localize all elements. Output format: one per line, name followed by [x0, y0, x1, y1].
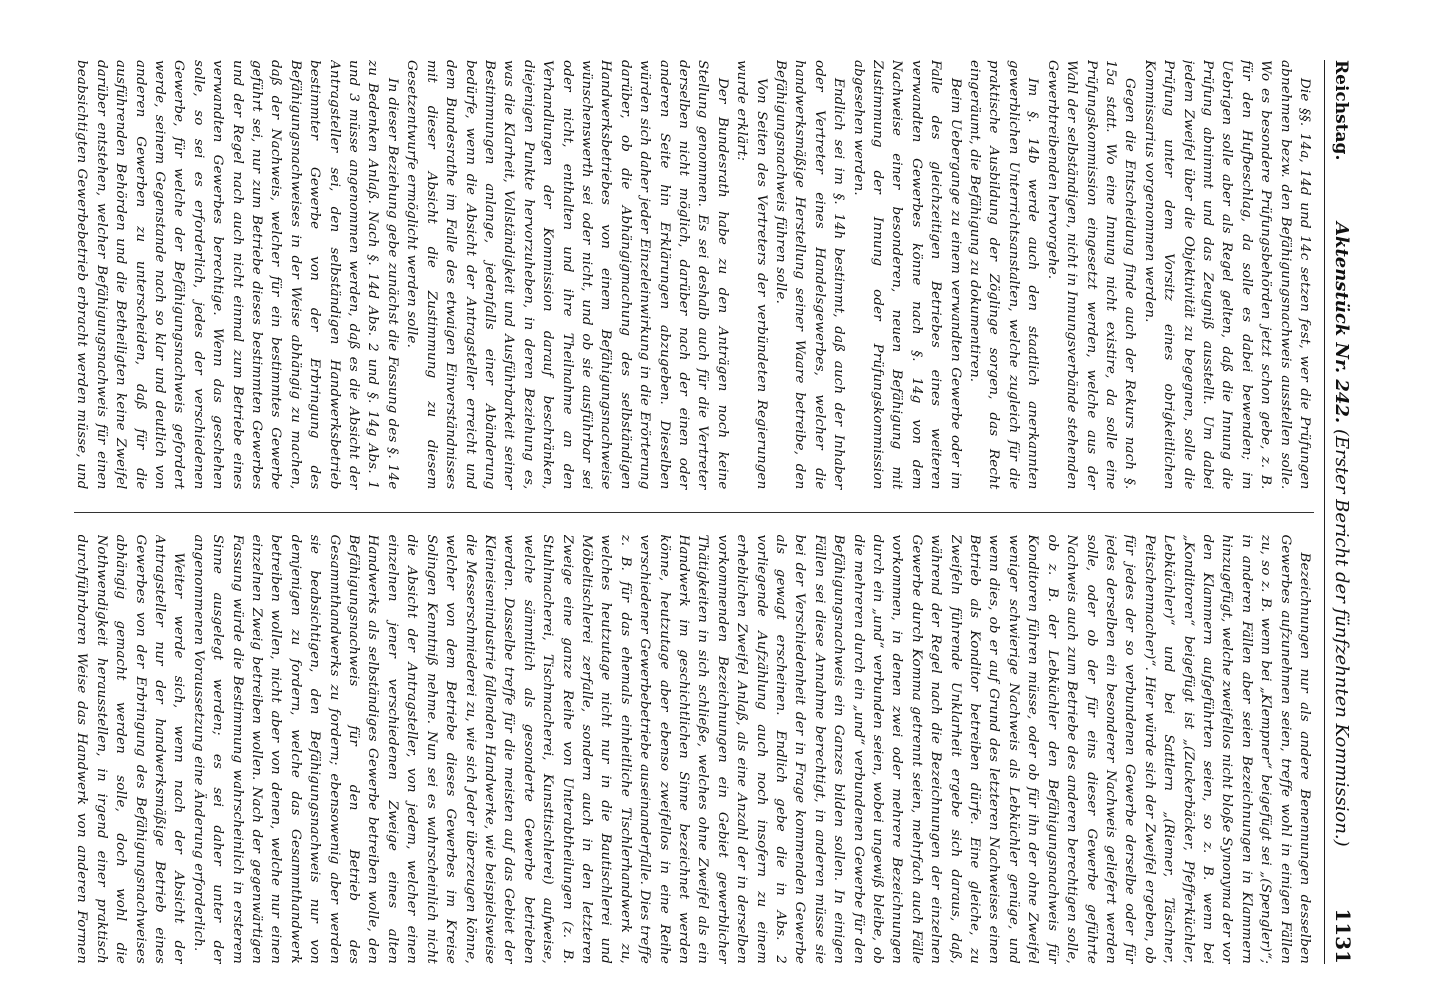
paragraph: Weiter werde sich, wenn nach der Absicht der Antragsteller nur der handwerksmäßige Betrieb eines Gewerbes von der Erbringung des Befähigungsnachweises abhängig gemacht werden solle, doch wohl die Nothwendigkeit herausstellen, in irgend einer praktisch durchführbaren Weise das Handwerk von anderen Formen	[74, 534, 187, 964]
digitization-credit	[1402, 0, 1432, 1000]
document-title	[1331, 222, 1352, 847]
page-header	[1324, 60, 1355, 964]
page-number: 1131	[1331, 908, 1355, 964]
document-number: Aktenstück Nr. 242.	[1331, 222, 1352, 424]
column-left	[74, 60, 1314, 490]
paragraph: Die §§. 14a, 14d und 14c setzen fest, wer die Prüfungen abnehmen bezw. den Befähigungsnachweis ausstellen solle. Wo es besondere Prüfungsbehörden jetzt schon gebe, z. B. für den Hufbeschlag, da solle es dabei bewenden; im Uebrigen solle aber als Regel gelten, daß die Innung die Prüfung abnimmt und das Zeugniß ausstellt. Um dabei jedem Zweifel über die Objektivität zu begegnen, solle die Prüfung unter dem Vorsitz eines obrigkeitlichen Kommissarius vorgenommen werden.	[1141, 60, 1312, 490]
paragraph: Beim Uebergange zu einem verwandten Gewerbe oder im Falle des gleichzeitigen Betriebes eines weiteren verwandten Gewerbes könne nach §. 14g von dem Nachweise einer besonderen, neuen Befähigung mit Zustimmung der Innung oder Prüfungskommission abgesehen werden.	[850, 60, 963, 490]
document-subtitle: (Erster Bericht der fünfzehnten Kommission.)	[1331, 428, 1352, 847]
column-right	[74, 535, 1314, 965]
paragraph: Der Bundesrath habe zu den Anträgen noch keine Stellung genommen. Es sei deshalb auch für die Vertreter derselben nicht möglich, darüber nach der einen oder anderen Seite hin Erklärungen abzugeben. Dieselben würden sich daher jeder Einzeleinwirkung in die Erörterung darüber, ob die Abhängigmachung des selbständigen Handwerksbetriebes von einem Befähigungsnachweise wünschenswerth sei oder nicht, und ob sie ausführbar sei oder nicht, enthalten und ihre Theilnahme an den Verhandlungen der Kommission darauf beschränken, diejenigen Punkte hervorzuheben, in deren Beziehung es, was die Klarheit, Vollständigkeit und Ausführbarkeit seiner Bestimmungen anlange, jedenfalls einer Abänderung bedürfe, wenn die Absicht der Antragsteller erreicht und dem Bundesrathe im Falle des etwaigen Einverständnisses mit dieser Absicht die Zustimmung zu diesem Gesetzentwurfe ermöglicht werden solle.	[404, 60, 730, 490]
paragraph: Im §. 14b werde auch den staatlich anerkannten gewerblichen Unterrichtsanstalten, welche zugleich für die praktische Ausbildung der Zöglinge sorgen, das Recht eingeräumt, die Befähigung zu dokumentiren.	[967, 60, 1041, 490]
header-left: Reichstag.	[1331, 60, 1351, 161]
paragraph: In dieser Beziehung gebe zunächst die Fassung des §. 14e zu Bedenken Anlaß. Nach §. 14d Abs. 2 und §. 14g Abs. 1 und 3 müsse angenommen werden, daß es die Absicht der Antragsteller sei, den selbständigen Handwerksbetrieb bestimmter Gewerbe von der Erbringung des Befähigungsnachweises in der Weise abhängig zu machen, daß der Nachweis, welcher für ein bestimmtes Gewerbe geführt sei, nur zum Betriebe dieses bestimmten Gewerbes und der Regel nach auch nicht einmal zum Betriebe eines verwandten Gewerbes berechtige. Wenn das geschehen solle, so sei es erforderlich, jedes der verschiedenen Gewerbe, für welche der Befähigungsnachweis gefordert werde, seinem Gegenstande nach so klar und deutlich von anderen Gewerben zu unterscheiden, daß für die ausführenden Behörden und die Betheiligten keine Zweifel darüber entstehen, welcher Befähigungsnachweis für einen beabsichtigten Gewerbebetrieb erbracht werden müsse, und	[74, 60, 400, 490]
rotated-document-page	[40, 0, 1395, 1000]
paragraph: Bezeichnungen nur als andere Benennungen desselben Gewerbes aufzunehmen seien, treffe wohl in einigen Fällen zu, so z. B. wenn bei „Klempner“ beigefügt sei „(Spengler)“; in anderen Fällen aber seien Bezeichnungen in Klammern hinzugefügt, welche zweifellos nicht bloße Synonyma der vor den Klammern aufgeführten seien, so z. B. wenn bei „Konditoren“ beigefügt ist „(Zuckerbäcker, Pfefferküchler, Lebküchler)“ und bei Sattlern „(Riemer, Täschner, Peitschenmacher)“. Hier würde sich der Zweifel ergeben, ob für jedes der so verbundenen Gewerbe derselbe oder für jedes derselben ein besonderer Nachweis geliefert werden solle, oder ob der für eins dieser Gewerbe geführte Nachweis auch zum Betriebe des anderen berechtigen solle, ob z. B. der Lebküchler den Befähigungsnachweis für Konditoren führen müsse, oder ob für ihn der ohne Zweifel weniger schwierige Nachweis als Lebküchler genüge, und wenn dies, ob er auf Grund des letzteren Nachweises einen Betrieb als Konditor betreiben dürfe. Eine gleiche, zu Zweifeln führende Unklarheit ergebe sich daraus, daß, während der Regel nach die Bezeichnungen der einzelnen Gewerbe durch Komma getrennt seien, mehrfach auch Fälle vorkommen, in denen zwei oder mehrere Bezeichnungen durch ein „und“ verbunden seien, wobei ungewiß bleibe, ob die mehreren durch ein „und“ verbundenen Gewerbe für den Befähigungsnachweis ein Ganzes bilden sollen. In einigen Fällen sei diese Annahme berechtigt, in anderen müsse sie bei der Verschiedenheit der in Frage kommenden Gewerbe als gewagt erscheinen. Endlich gebe die in Abs. 2 vorliegende Aufzählung auch noch insofern zu einem erheblichen Zweifel Anlaß, als eine Anzahl der in derselben vorkommenden Bezeichnungen ein Gebiet gewerblicher Thätigkeiten in sich schließe, welches ohne Zweifel als ein Handwerk im geschichtlichen Sinne bezeichnet werden könne, heutzutage aber ebenso zweifellos in eine Reihe verschiedener Gewerbebetriebe auseinanderfalle. Dies treffe z. B. für das ehemals einheitliche Tischlerhandwerk zu, welches heutzutage nicht nur in die Bautischlerei und Möbeltischlerei zerfalle, sondern auch in den letzteren Zweige eine ganze Reihe von Unterabtheilungen (z. B. Stuhlmacherei, Tischmacherei, Kunsttischlerei) aufweise, welche sämmtlich als gesonderte Gewerbe betrieben werden. Dasselbe treffe für die meisten auf das Gebiet der Kleineisenindustrie fallenden Handwerke, wie beispielsweise die Messerschmiederei zu, wie sich Jeder überzeugen könne, welcher von dem Betriebe dieses Gewerbes im Kreise Solingen Kenntniß nehme. Nun sei es wahrscheinlich nicht die Absicht der Antragsteller, von jedem, welcher einen einzelnen jener verschiedenen Zweige eines alten Handwerks als selbständiges Gewerbe betreiben wolle, den Befähigungsnachweis für den Betrieb des Gesammthandwerks zu fordern; ebensowenig aber werden sie beabsichtigen, den Befähigungsnachweis nur von demjenigen zu fordern, welche das Gesammthandwerk betreiben wollen, nicht aber von denen, welche nur einen einzelnen Zweig betreiben wollen. Nach der gegenwärtigen Fassung würde die Bestimmung wahrscheinlich in ersterem Sinne ausgelegt werden; es sei daher unter der angenommenen Voraussetzung eine Änderung erforderlich.	[190, 534, 1312, 964]
paragraph: Endlich sei im §. 14h bestimmt, daß auch der Inhaber oder Vertreter eines Handelsgewerbes, welcher die handwerksmäßige Herstellung seiner Waare betreibe, den Befähigungsnachweis führen solle.	[773, 60, 847, 490]
column-divider	[74, 512, 1314, 513]
paragraph: Gegen die Entscheidung finde auch der Rekurs nach §. 15a statt. Wo eine Innung nicht existire, da solle eine Prüfungskommission eingesetzt werden, welche aus der Wahl der selbständigen, nicht in Innungsverbände stehenden Gewerbtreibenden hervorgehe.	[1044, 60, 1138, 490]
paragraph: Von Seiten des Vertreters der verbündeten Regierungen wurde erklärt:	[734, 60, 769, 490]
text-columns	[74, 60, 1314, 964]
